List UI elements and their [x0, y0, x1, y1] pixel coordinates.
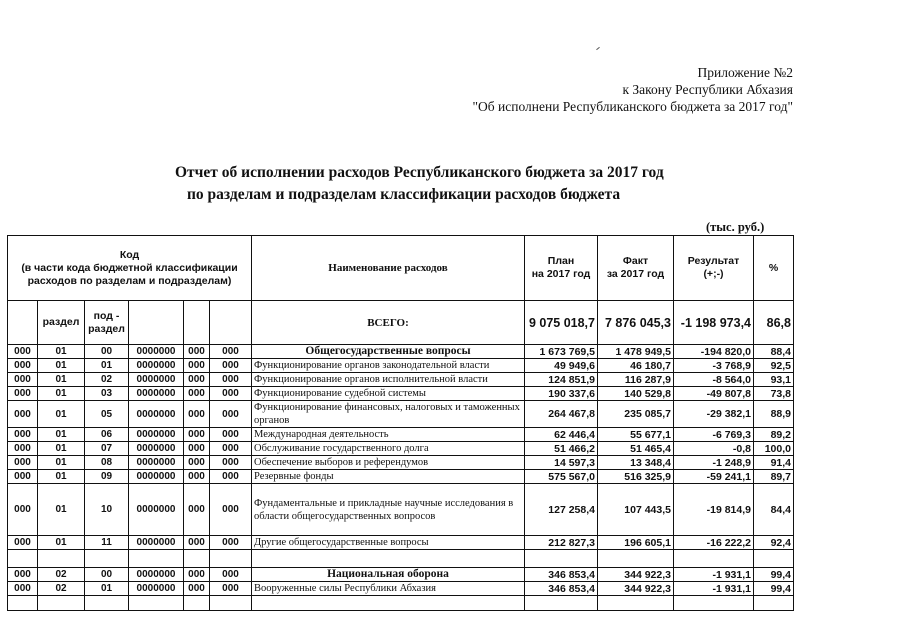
- pct-value: 88,9: [754, 401, 794, 428]
- annex-line-1: Приложение №2: [697, 65, 793, 80]
- plan-value: 51 466,2: [525, 442, 598, 456]
- total-fact: 7 876 045,3: [598, 301, 674, 345]
- code-razdel-group: 000: [8, 456, 38, 470]
- header-fact: [598, 236, 674, 301]
- result-value: [674, 596, 754, 611]
- subheader-empty: [184, 301, 210, 345]
- code-podrazdel: 02: [85, 373, 129, 387]
- pct-value: 88,4: [754, 345, 794, 359]
- result-value: -49 807,8: [674, 387, 754, 401]
- table-row: [8, 401, 794, 428]
- table-body: [8, 345, 794, 611]
- code-type: 000: [184, 456, 210, 470]
- result-value: -6 769,3: [674, 428, 754, 442]
- subheader-podrazdel-line-2: раздел: [88, 322, 125, 335]
- plan-value: 1 673 769,5: [525, 345, 598, 359]
- code-kosgu: 000: [210, 456, 252, 470]
- code-podrazdel: [85, 550, 129, 568]
- code-kosgu: 000: [210, 582, 252, 596]
- table-row: [8, 596, 794, 611]
- code-type: 000: [184, 536, 210, 550]
- expense-name: Функционирование органов исполнительной власти: [252, 373, 525, 387]
- fact-value: 51 465,4: [598, 442, 674, 456]
- header-code-line-2: (в части кода бюджетной классификации: [21, 261, 238, 274]
- code-razdel: 02: [38, 582, 85, 596]
- expense-name: Национальная оборона: [252, 568, 525, 582]
- expense-name: Обслуживание государственного долга: [252, 442, 525, 456]
- code-type: 000: [184, 442, 210, 456]
- result-value: -0,8: [674, 442, 754, 456]
- result-value: -194 820,0: [674, 345, 754, 359]
- code-razdel: 02: [38, 568, 85, 582]
- fact-value: 235 085,7: [598, 401, 674, 428]
- code-razdel-group: 000: [8, 536, 38, 550]
- header-code: [8, 236, 252, 301]
- code-podrazdel: 05: [85, 401, 129, 428]
- fact-value: [598, 596, 674, 611]
- code-podrazdel: [85, 596, 129, 611]
- code-target: 0000000: [129, 345, 184, 359]
- result-value: -19 814,9: [674, 484, 754, 536]
- title-line-1: Отчет об исполнении расходов Республиканского бюджета за 2017 год: [175, 164, 664, 181]
- header-plan-line-1: План: [547, 255, 575, 267]
- code-kosgu: 000: [210, 401, 252, 428]
- header-result-line-2: (+;-): [703, 268, 724, 280]
- code-target: 0000000: [129, 428, 184, 442]
- table-row: [8, 536, 794, 550]
- annex-line-2: к Закону Республики Абхазия: [622, 82, 793, 97]
- code-target: 0000000: [129, 568, 184, 582]
- table-row: [8, 359, 794, 373]
- code-target: 0000000: [129, 373, 184, 387]
- expense-name: Функционирование судебной системы: [252, 387, 525, 401]
- subheader-razdel: раздел: [38, 301, 85, 345]
- code-target: 0000000: [129, 470, 184, 484]
- header-row: [8, 236, 794, 301]
- code-razdel: [38, 550, 85, 568]
- pct-value: 73,8: [754, 387, 794, 401]
- expense-name: Обеспечение выборов и референдумов: [252, 456, 525, 470]
- code-kosgu: 000: [210, 568, 252, 582]
- code-podrazdel: 00: [85, 345, 129, 359]
- expense-name: Резервные фонды: [252, 470, 525, 484]
- table-row: [8, 428, 794, 442]
- header-name: Наименование расходов: [252, 236, 525, 301]
- result-value: -16 222,2: [674, 536, 754, 550]
- code-podrazdel: 06: [85, 428, 129, 442]
- code-razdel: 01: [38, 536, 85, 550]
- plan-value: 14 597,3: [525, 456, 598, 470]
- code-razdel-group: [8, 596, 38, 611]
- scan-mark: [596, 47, 600, 50]
- code-target: 0000000: [129, 484, 184, 536]
- plan-value: 49 949,6: [525, 359, 598, 373]
- code-razdel: 01: [38, 470, 85, 484]
- result-value: -3 768,9: [674, 359, 754, 373]
- plan-value: 212 827,3: [525, 536, 598, 550]
- code-kosgu: 000: [210, 387, 252, 401]
- code-type: [184, 596, 210, 611]
- code-target: [129, 596, 184, 611]
- code-podrazdel: 08: [85, 456, 129, 470]
- fact-value: 344 922,3: [598, 582, 674, 596]
- plan-value: [525, 550, 598, 568]
- code-podrazdel: 00: [85, 568, 129, 582]
- fact-value: 46 180,7: [598, 359, 674, 373]
- header-fact-line-2: за 2017 год: [606, 268, 665, 280]
- header-plan: [525, 236, 598, 301]
- total-row: [8, 301, 794, 345]
- code-kosgu: 000: [210, 373, 252, 387]
- code-kosgu: 000: [210, 345, 252, 359]
- expense-name: [252, 550, 525, 568]
- pct-value: 92,5: [754, 359, 794, 373]
- fact-value: 516 325,9: [598, 470, 674, 484]
- fact-value: 107 443,5: [598, 484, 674, 536]
- expense-name: Международная деятельность: [252, 428, 525, 442]
- header-code-line-3: расходов по разделам и подразделам): [27, 274, 232, 287]
- code-razdel-group: 000: [8, 373, 38, 387]
- pct-value: 93,1: [754, 373, 794, 387]
- pct-value: 100,0: [754, 442, 794, 456]
- code-razdel: 01: [38, 359, 85, 373]
- result-value: -29 382,1: [674, 401, 754, 428]
- plan-value: 346 853,4: [525, 568, 598, 582]
- code-kosgu: [210, 596, 252, 611]
- code-type: 000: [184, 345, 210, 359]
- code-type: 000: [184, 387, 210, 401]
- expense-name: Вооруженные силы Республики Абхазия: [252, 582, 525, 596]
- total-label: ВСЕГО:: [252, 301, 525, 345]
- code-type: 000: [184, 582, 210, 596]
- code-kosgu: 000: [210, 428, 252, 442]
- code-razdel: 01: [38, 345, 85, 359]
- code-type: 000: [184, 428, 210, 442]
- code-razdel: 01: [38, 442, 85, 456]
- table-row: [8, 470, 794, 484]
- annex-line-3: "Об исполнени Республиканского бюджета за 2017 год": [472, 99, 793, 114]
- table-row: [8, 373, 794, 387]
- code-razdel-group: 000: [8, 428, 38, 442]
- code-razdel: 01: [38, 373, 85, 387]
- table-row: [8, 442, 794, 456]
- result-value: -59 241,1: [674, 470, 754, 484]
- table-row: [8, 582, 794, 596]
- code-target: 0000000: [129, 401, 184, 428]
- code-razdel: 01: [38, 401, 85, 428]
- table-row: [8, 456, 794, 470]
- code-kosgu: 000: [210, 484, 252, 536]
- subheader-empty: [210, 301, 252, 345]
- code-podrazdel: 11: [85, 536, 129, 550]
- code-target: 0000000: [129, 359, 184, 373]
- title-line-2: по разделам и подразделам классификации расходов бюджета: [187, 186, 621, 203]
- pct-value: 92,4: [754, 536, 794, 550]
- code-target: 0000000: [129, 536, 184, 550]
- code-razdel-group: 000: [8, 470, 38, 484]
- total-plan: 9 075 018,7: [525, 301, 598, 345]
- code-kosgu: 000: [210, 470, 252, 484]
- header-code-line-1: Код: [119, 248, 140, 261]
- pct-value: 99,4: [754, 582, 794, 596]
- expense-name: Фундаментальные и прикладные научные исследования в области общегосударственных вопросов: [252, 484, 525, 536]
- expense-name: Другие общегосударственные вопросы: [252, 536, 525, 550]
- fact-value: 116 287,9: [598, 373, 674, 387]
- code-target: 0000000: [129, 442, 184, 456]
- code-razdel-group: 000: [8, 442, 38, 456]
- header-plan-line-2: на 2017 год: [531, 268, 591, 280]
- code-razdel: [38, 596, 85, 611]
- subheader-podrazdel: [85, 301, 129, 345]
- expense-name: [252, 596, 525, 611]
- subheader-empty: [129, 301, 184, 345]
- plan-value: [525, 596, 598, 611]
- plan-value: 127 258,4: [525, 484, 598, 536]
- plan-value: 62 446,4: [525, 428, 598, 442]
- code-target: [129, 550, 184, 568]
- code-podrazdel: 07: [85, 442, 129, 456]
- code-razdel: 01: [38, 428, 85, 442]
- table-row: [8, 484, 794, 536]
- code-type: [184, 550, 210, 568]
- code-razdel-group: 000: [8, 568, 38, 582]
- code-kosgu: 000: [210, 442, 252, 456]
- fact-value: 55 677,1: [598, 428, 674, 442]
- total-result: -1 198 973,4: [674, 301, 754, 345]
- header-pct: %: [754, 236, 794, 301]
- total-pct: 86,8: [754, 301, 794, 345]
- fact-value: 140 529,8: [598, 387, 674, 401]
- table-row: [8, 387, 794, 401]
- code-podrazdel: 01: [85, 359, 129, 373]
- pct-value: 89,7: [754, 470, 794, 484]
- expenditure-table: [7, 235, 794, 611]
- pct-value: [754, 550, 794, 568]
- code-kosgu: 000: [210, 536, 252, 550]
- code-type: 000: [184, 401, 210, 428]
- fact-value: 344 922,3: [598, 568, 674, 582]
- code-razdel-group: 000: [8, 359, 38, 373]
- code-razdel-group: 000: [8, 387, 38, 401]
- result-value: -1 248,9: [674, 456, 754, 470]
- table-row: [8, 550, 794, 568]
- plan-value: 346 853,4: [525, 582, 598, 596]
- header-result: [674, 236, 754, 301]
- code-target: 0000000: [129, 387, 184, 401]
- code-razdel-group: 000: [8, 484, 38, 536]
- units-label: (тыс. руб.): [706, 220, 765, 234]
- header-result-line-1: Результат: [687, 255, 740, 267]
- result-value: -1 931,1: [674, 582, 754, 596]
- code-kosgu: [210, 550, 252, 568]
- code-target: 0000000: [129, 456, 184, 470]
- code-razdel-group: 000: [8, 345, 38, 359]
- code-podrazdel: 01: [85, 582, 129, 596]
- pct-value: 84,4: [754, 484, 794, 536]
- subheader-empty: [8, 301, 38, 345]
- code-podrazdel: 03: [85, 387, 129, 401]
- expense-name: Функционирование финансовых, налоговых и таможенных органов: [252, 401, 525, 428]
- result-value: -1 931,1: [674, 568, 754, 582]
- code-target: 0000000: [129, 582, 184, 596]
- plan-value: 264 467,8: [525, 401, 598, 428]
- code-type: 000: [184, 359, 210, 373]
- fact-value: 196 605,1: [598, 536, 674, 550]
- code-razdel: 01: [38, 484, 85, 536]
- plan-value: 575 567,0: [525, 470, 598, 484]
- code-type: 000: [184, 373, 210, 387]
- pct-value: 89,2: [754, 428, 794, 442]
- result-value: [674, 550, 754, 568]
- plan-value: 124 851,9: [525, 373, 598, 387]
- code-razdel-group: 000: [8, 401, 38, 428]
- plan-value: 190 337,6: [525, 387, 598, 401]
- code-razdel: 01: [38, 456, 85, 470]
- code-razdel: 01: [38, 387, 85, 401]
- code-type: 000: [184, 568, 210, 582]
- fact-value: [598, 550, 674, 568]
- pct-value: [754, 596, 794, 611]
- pct-value: 91,4: [754, 456, 794, 470]
- code-podrazdel: 10: [85, 484, 129, 536]
- code-type: 000: [184, 484, 210, 536]
- expense-name: Функционирование органов законодательной власти: [252, 359, 525, 373]
- code-type: 000: [184, 470, 210, 484]
- expense-name: Общегосударственные вопросы: [252, 345, 525, 359]
- fact-value: 1 478 949,5: [598, 345, 674, 359]
- header-fact-line-1: Факт: [622, 255, 649, 267]
- fact-value: 13 348,4: [598, 456, 674, 470]
- code-kosgu: 000: [210, 359, 252, 373]
- result-value: -8 564,0: [674, 373, 754, 387]
- code-razdel-group: [8, 550, 38, 568]
- code-podrazdel: 09: [85, 470, 129, 484]
- pct-value: 99,4: [754, 568, 794, 582]
- code-razdel-group: 000: [8, 582, 38, 596]
- table-row: [8, 568, 794, 582]
- subheader-podrazdel-line-1: под -: [93, 309, 120, 322]
- annex-header: [473, 64, 793, 115]
- table-row: [8, 345, 794, 359]
